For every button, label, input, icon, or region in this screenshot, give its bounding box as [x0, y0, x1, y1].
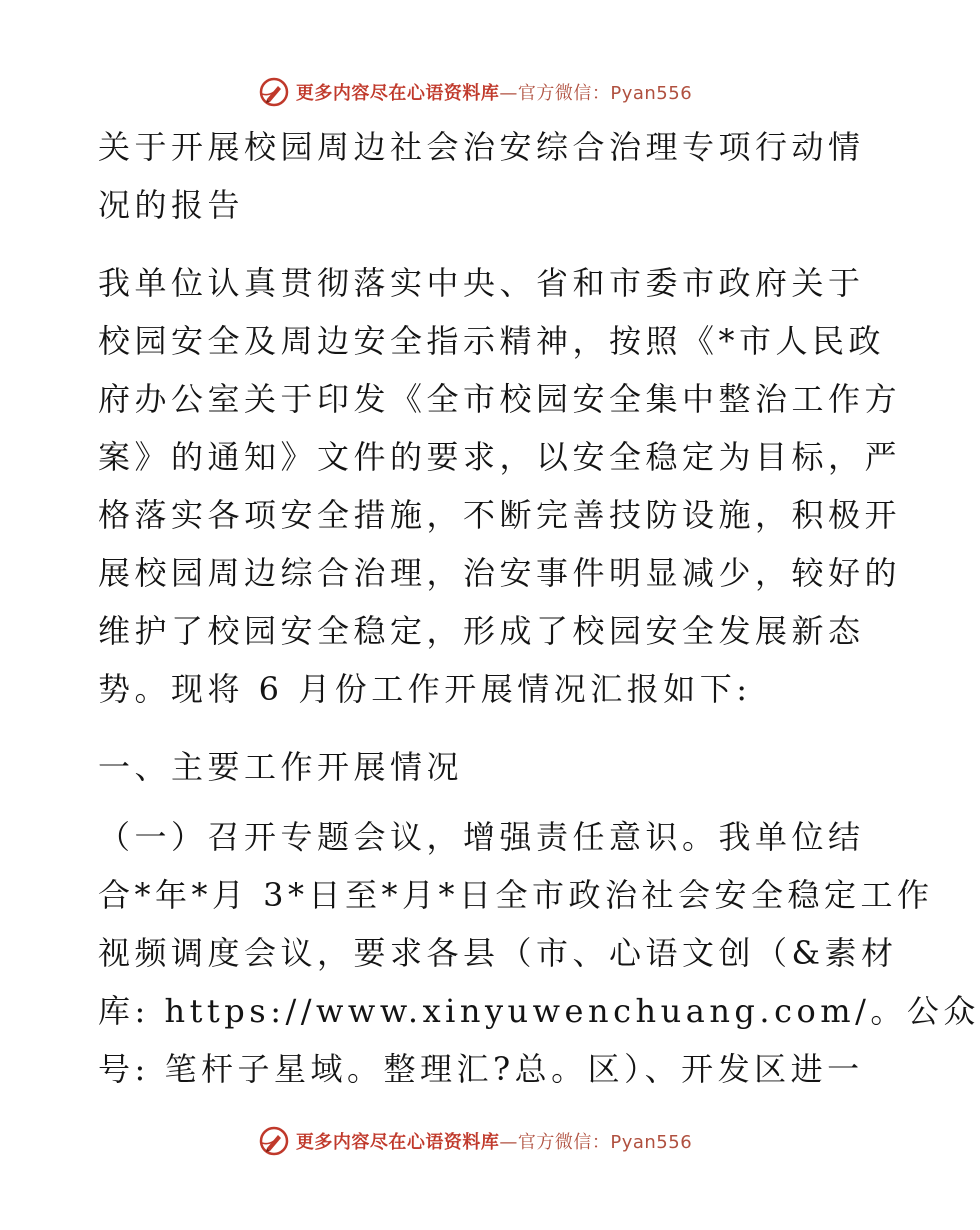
pen-logo-icon [258, 76, 290, 108]
document-body [98, 118, 980, 1098]
intro-line: 格落实各项安全措施，不断完善技防设施，积极开 [98, 496, 902, 534]
spacer [98, 718, 868, 738]
section-line: 合*年*月 3*日至*月*日全市政治社会安全稳定工作 [98, 876, 934, 914]
watermark-main: 更多内容尽在心语资料库 [295, 1132, 500, 1153]
watermark-suffix: —官方微信：Pyan556 [499, 83, 693, 104]
title-line-1: 关于开展校园周边社会治安综合治理专项行动情 [98, 128, 865, 166]
section-line: 号: 笔杆子星域。整理汇?总。区）、开发区进一 [98, 1050, 864, 1088]
watermark-text [296, 79, 692, 105]
intro-line: 校园安全及周边安全指示精神，按照《*市人民政 [98, 322, 886, 360]
section-line: （一）召开专题会议，增强责任意识。我单位结 [98, 818, 865, 856]
section-heading: 一、主要工作开展情况 [98, 748, 464, 786]
spacer [98, 234, 868, 254]
intro-line: 势。现将 6 月份工作开展情况汇报如下: [98, 670, 752, 708]
watermark-text [296, 1128, 692, 1154]
top-watermark-banner [0, 72, 950, 112]
watermark-main: 更多内容尽在心语资料库 [295, 83, 500, 104]
spacer [98, 796, 868, 808]
intro-line: 维护了校园安全稳定，形成了校园安全发展新态 [98, 612, 865, 650]
pen-logo-icon [258, 1125, 290, 1157]
intro-line: 展校园周边综合治理，治安事件明显减少，较好的 [98, 554, 902, 592]
intro-line: 府办公室关于印发《全市校园安全集中整治工作方 [98, 380, 902, 418]
bottom-watermark-banner [0, 1121, 950, 1161]
section-line: 库: https://www.xinyuwenchuang.com/。公众 [98, 992, 980, 1030]
intro-line: 案》的通知》文件的要求，以安全稳定为目标，严 [98, 438, 902, 476]
title-line-2: 况的报告 [98, 186, 245, 224]
watermark-suffix: —官方微信：Pyan556 [499, 1132, 693, 1153]
section-line: 视频调度会议，要求各县（市、心语文创（&素材 [98, 934, 898, 972]
intro-line: 我单位认真贯彻落实中央、省和市委市政府关于 [98, 264, 865, 302]
